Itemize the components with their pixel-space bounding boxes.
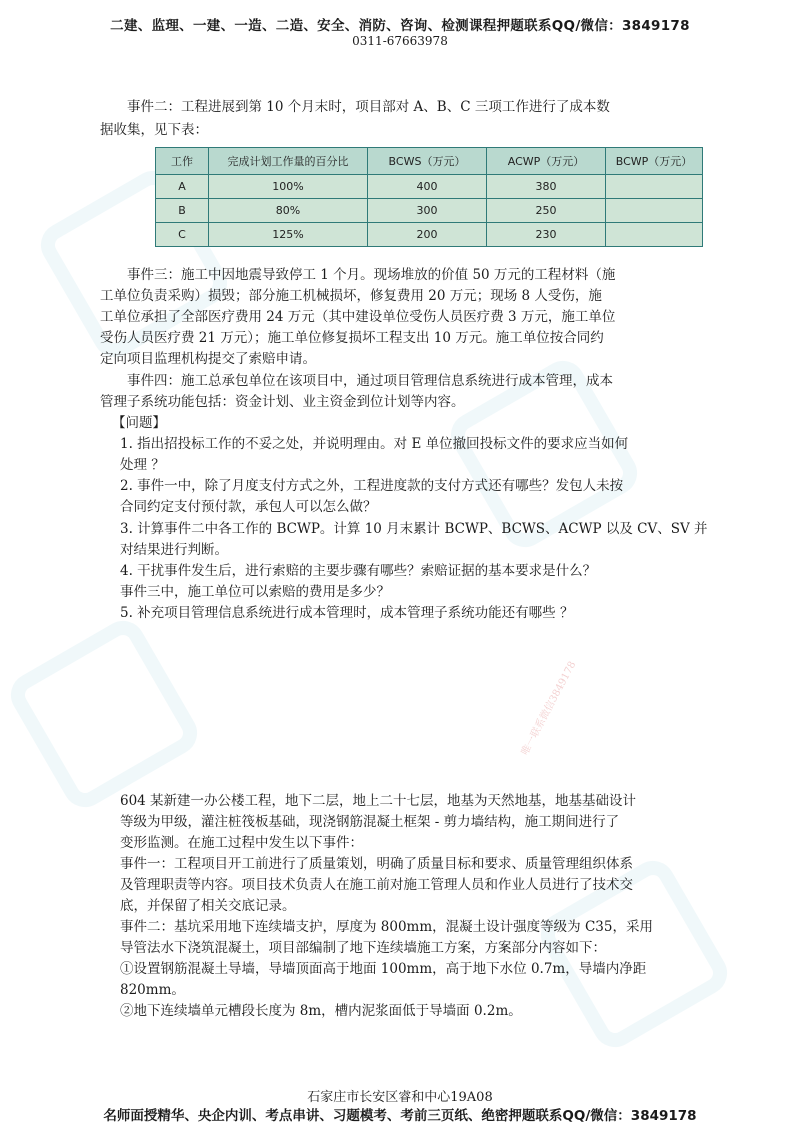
footer-address: 石家庄市长安区睿和中心19A08 bbox=[307, 1090, 493, 1105]
table-cell: 100% bbox=[209, 175, 368, 199]
text-line: 变形监测。在施工过程中发生以下事件： bbox=[120, 835, 363, 851]
cost-data-table bbox=[155, 147, 703, 247]
text-line: 导管法水下浇筑混凝土，项目部编制了地下连续墙施工方案，方案部分内容如下： bbox=[120, 940, 606, 956]
table-cell: 80% bbox=[209, 199, 368, 223]
intro-line: 事件二：工程进展到第 10 个月末时，项目部对 A、B、C 三项工作进行了成本数 bbox=[100, 99, 610, 115]
text-line: 底，并保留了相关交底记录。 bbox=[120, 898, 296, 914]
table-header-cell: ACWP（万元） bbox=[487, 148, 606, 175]
text-line: 4. 干扰事件发生后，进行索赔的主要步骤有哪些？索赔证据的基本要求是什么？ bbox=[120, 563, 597, 579]
watermark-logo-3 bbox=[3, 613, 205, 815]
text-line: 定向项目监理机构提交了索赔申请。 bbox=[100, 351, 316, 367]
text-line: 事件一：工程项目开工前进行了质量策划，明确了质量目标和要求、质量管理组织体系 bbox=[120, 856, 633, 872]
text-line: 1. 指出招投标工作的不妥之处，并说明理由。对 E 单位撤回投标文件的要求应当如何 bbox=[120, 436, 629, 452]
text-line: 事件二：基坑采用地下连续墙支护，厚度为 800mm，混凝土设计强度等级为 C35，采用 bbox=[120, 919, 653, 935]
table-cell: A bbox=[156, 175, 209, 199]
text-line: 604 某新建一办公楼工程，地下二层，地上二十七层，地基为天然地基，地基基础设计 bbox=[120, 793, 637, 809]
text-line: 工单位承担了全部医疗费用 24 万元（其中建设单位受伤人员医疗费 3 万元，施工单位 bbox=[100, 309, 616, 325]
table-cell: 300 bbox=[368, 199, 487, 223]
table-row bbox=[156, 199, 703, 223]
footer-contact-line: 名师面授精华、央企内训、考点串讲、习题模考、考前三页纸、绝密押题联系QQ/微信：3849178 bbox=[103, 1108, 697, 1124]
text-line: 2. 事件一中，除了月度支付方式之外，工程进度款的支付方式还有哪些？发包人未按 bbox=[120, 478, 624, 494]
text-line: 及管理职责等内容。项目技术负责人在施工前对施工管理人员和作业人员进行了技术交 bbox=[120, 877, 633, 893]
table-cell: 230 bbox=[487, 223, 606, 247]
header-phone: 0311-67663978 bbox=[352, 34, 448, 48]
table-cell: C bbox=[156, 223, 209, 247]
table-cell: B bbox=[156, 199, 209, 223]
text-line: 处理 ？ bbox=[120, 457, 165, 473]
table-header-cell: 完成计划工作量的百分比 bbox=[209, 148, 368, 175]
text-line: 工单位负责采购）损毁；部分施工机械损坏，修复费用 20 万元；现场 8 人受伤，施 bbox=[100, 288, 602, 304]
text-line: 820mm。 bbox=[120, 982, 185, 998]
text-line: ①设置钢筋混凝土导墙，导墙顶面高于地面 100mm，高于地下水位 0.7m，导墙内净距 bbox=[120, 961, 647, 977]
table-header-cell: BCWP（万元） bbox=[606, 148, 703, 175]
text-line: 3. 计算事件二中各工作的 BCWP。计算 10 月末累计 BCWP、BCWS、ACWP 以及 CV、SV 并 bbox=[120, 521, 708, 537]
table-cell: 250 bbox=[487, 199, 606, 223]
questions-heading: 【问题】 bbox=[112, 415, 166, 431]
table-header-row bbox=[156, 148, 703, 175]
table-row bbox=[156, 223, 703, 247]
table-cell: 380 bbox=[487, 175, 606, 199]
table-cell: 125% bbox=[209, 223, 368, 247]
table-cell bbox=[606, 199, 703, 223]
table-cell bbox=[606, 175, 703, 199]
table-header-cell: 工作 bbox=[156, 148, 209, 175]
intro-line: 据收集，见下表： bbox=[100, 122, 208, 138]
text-line: 合同约定支付预付款，承包人可以怎么做？ bbox=[120, 499, 377, 515]
text-line: 受伤人员医疗费 21 万元）；施工单位修复损坏工程支出 10 万元。施工单位按合同约 bbox=[100, 330, 604, 346]
table-cell: 200 bbox=[368, 223, 487, 247]
text-line: ②地下连续墙单元槽段长度为 8m，槽内泥浆面低于导墙面 0.2m。 bbox=[120, 1003, 522, 1019]
table-cell: 400 bbox=[368, 175, 487, 199]
text-line: 事件三：施工中因地震导致停工 1 个月。现场堆放的价值 50 万元的工程材料（施 bbox=[100, 267, 616, 283]
text-line: 事件三中，施工单位可以索赔的费用是多少？ bbox=[120, 584, 390, 600]
header-contact-line: 二建、监理、一建、一造、二造、安全、消防、咨询、检测课程押题联系QQ/微信：3849178 bbox=[110, 18, 690, 34]
text-line: 等级为甲级，灌注桩筏板基础，现浇钢筋混凝土框架 - 剪力墙结构，施工期间进行了 bbox=[120, 814, 620, 830]
table-cell bbox=[606, 223, 703, 247]
text-line: 5. 补充项目管理信息系统进行成本管理时，成本管理子系统功能还有哪些 ？ bbox=[120, 605, 574, 621]
table-row bbox=[156, 175, 703, 199]
table-header-cell: BCWS（万元） bbox=[368, 148, 487, 175]
text-line: 事件四：施工总承包单位在该项目中，通过项目管理信息系统进行成本管理，成本 bbox=[100, 373, 613, 389]
text-line: 管理子系统功能包括：资金计划、业主资金到位计划等内容。 bbox=[100, 394, 465, 410]
text-line: 对结果进行判断。 bbox=[120, 542, 228, 558]
watermark-contact: 唯一联系微信3849178 bbox=[519, 659, 579, 758]
